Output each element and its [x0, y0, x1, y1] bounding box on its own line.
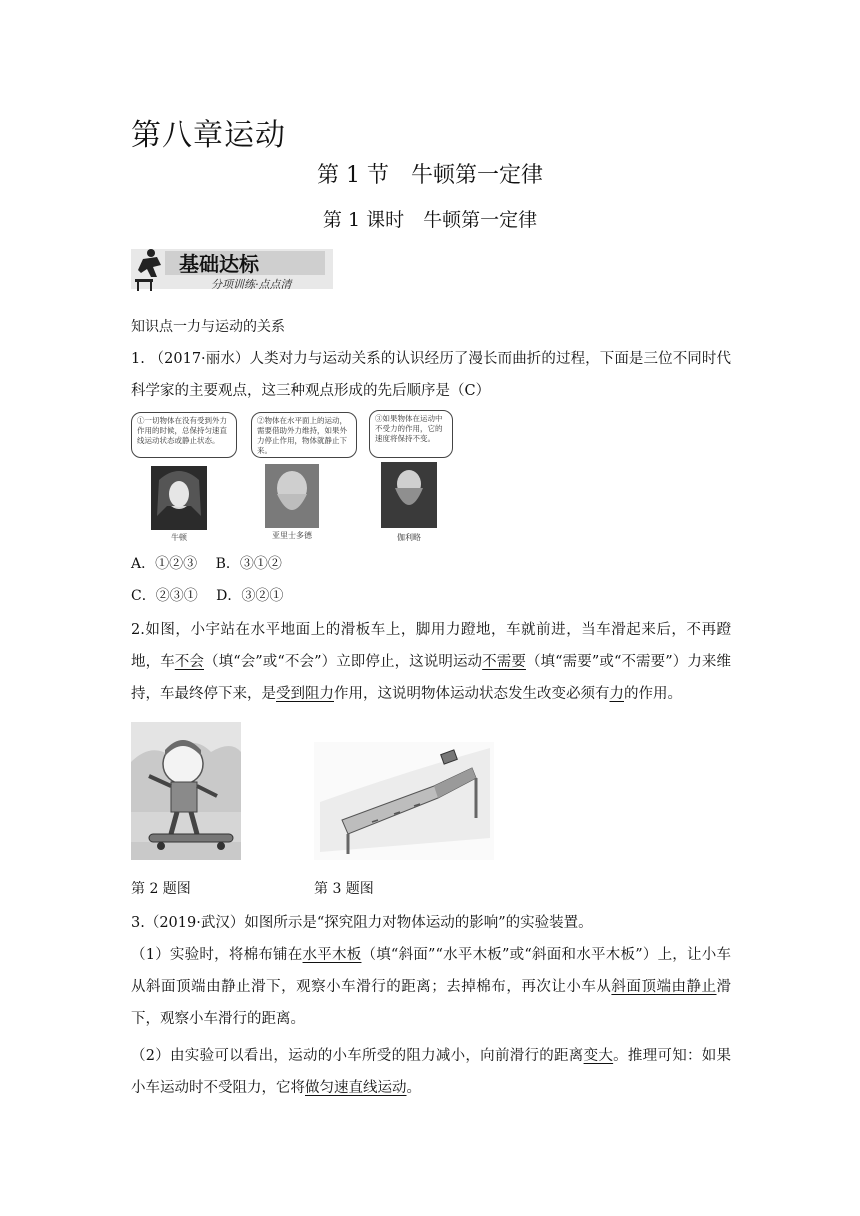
q3-p1-text-2: （填“斜面”“水平木板”或“斜面和水平木板”）上，让小车从斜面顶端由静止滑下，观察小车滑行的距离；去掉棉布，再次让小车从: [131, 947, 731, 995]
newton-portrait: [151, 466, 207, 530]
q2-text-4: 作用，这说明物体运动状态发生改变必须有: [334, 686, 610, 702]
speech-bubble-1: ①一切物体在没有受到外力作用的时候，总保持匀速直线运动状态或静止状态。: [131, 412, 237, 458]
q2-answer-2: 不需要: [482, 654, 526, 670]
banner-graphic: [131, 243, 333, 295]
q2-text-1: 2.如图，小宇站在水平地面上的滑板车上，脚用力蹬地，车就前进，当车滑起来后，不再蹬地，车: [131, 622, 731, 670]
question-1-text: （2017·丽水）人类对力与运动关系的认识经历了漫长而曲折的过程，下面是三位不同时代科学家的主要观点，这三种观点形成的先后顺序是（C）: [131, 351, 731, 399]
aristotle-portrait: [265, 464, 319, 528]
section-title: 第 1 节 牛顿第一定律: [317, 163, 543, 188]
q3-p1-text-1: （1）实验时，将棉布铺在: [131, 947, 303, 963]
figure-2-caption: 第 2 题图: [131, 881, 191, 897]
q2-answer-4: 力: [609, 686, 624, 702]
q2-answer-3: 受到阻力: [276, 686, 334, 702]
q1-options-row-2: [131, 585, 283, 605]
option-d: D．③②①: [216, 588, 284, 604]
scooter-boy-figure: [131, 722, 241, 860]
svg-text:基础达标: 基础达标: [179, 252, 259, 276]
option-c: C．②③①: [131, 588, 198, 604]
q1-options-row-1: [131, 553, 282, 573]
lesson-title: 第 1 课时 牛顿第一定律: [322, 209, 538, 231]
knowledge-point-heading: 知识点一力与运动的关系: [131, 319, 285, 335]
question-3-part-1: [131, 939, 731, 1035]
q2-text-5: 的作用。: [624, 686, 682, 702]
q2-text-2: （填“会”或“不会”）立即停止，这说明运动: [204, 654, 483, 670]
question-1-number: 1.: [131, 351, 145, 367]
figure-3-caption: 第 3 题图: [314, 881, 374, 897]
basic-banner: [131, 243, 333, 295]
q3-p1-text-3: 滑下，观察小车滑行的距离。: [131, 979, 732, 1027]
chapter-title: 第八章运动: [131, 118, 286, 153]
q2-answer-1: 不会: [174, 654, 204, 670]
q3-p2-text-3: 。: [406, 1080, 421, 1096]
question-1: [131, 343, 731, 407]
name-aristotle: 亚里士多德: [272, 531, 312, 540]
q3-p2-answer-1: 变大: [583, 1048, 614, 1064]
option-b: B．③①②: [215, 556, 282, 572]
question-3-intro: 3.（2019·武汉）如图所示是“探究阻力对物体运动的影响”的实验装置。: [131, 915, 593, 931]
name-newton: 牛顿: [171, 533, 187, 542]
scientists-figure: [131, 410, 457, 544]
speech-bubble-3: ③如果物体在运动中不受力的作用，它的速度将保持不变。: [369, 410, 453, 458]
ramp-experiment-figure: [314, 742, 494, 860]
q3-p2-text-2: 。推理可知：如果小车运动时不受阻力，它将: [131, 1048, 732, 1096]
question-3-part-2: [131, 1040, 731, 1104]
question-2: [131, 614, 731, 710]
q3-p2-text-1: （2）由实验可以看出，运动的小车所受的阻力减小，向前滑行的距离: [131, 1048, 584, 1064]
option-a: A．①②③: [131, 556, 198, 572]
q3-p1-answer-1: 水平木板: [302, 947, 362, 963]
q3-p2-answer-2: 做匀速直线运动: [305, 1080, 407, 1096]
q2-text-3: （填“需要”或“不需要”）力来维持，车最终停下来，是: [131, 654, 732, 702]
speech-bubble-2: ②物体在水平面上的运动，需要借助外力维持，如果外力停止作用，物体就静止下来。: [251, 412, 357, 458]
name-galileo: 伽利略: [397, 533, 421, 542]
svg-text:分项训练·点点清: 分项训练·点点清: [211, 278, 292, 291]
galileo-portrait: [381, 462, 437, 528]
q3-p1-answer-2: 斜面顶端由静止: [611, 979, 717, 995]
